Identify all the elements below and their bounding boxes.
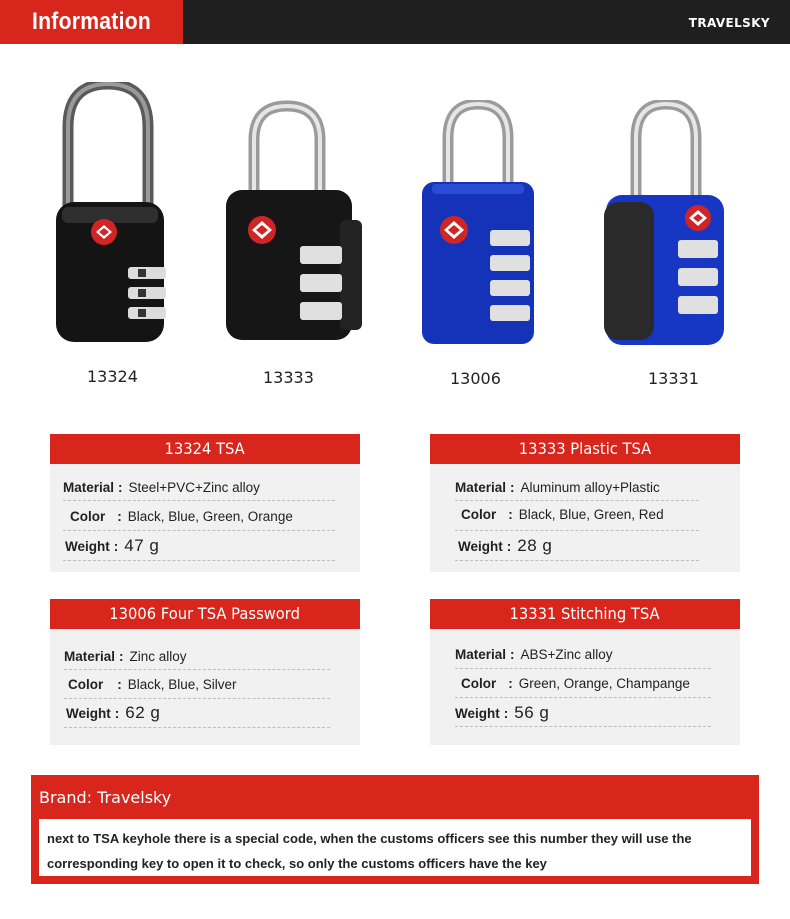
weight-value: 56 g — [514, 703, 550, 722]
card-title: 13006 Four TSA Password — [50, 599, 360, 629]
weight-value: 47 g — [124, 536, 160, 555]
divider — [64, 669, 330, 670]
color-value: Black, Blue, Silver — [127, 677, 237, 692]
card-title: 13333 Plastic TSA — [430, 434, 740, 464]
weight-label: Weight — [65, 539, 110, 554]
page-title: Information — [32, 8, 152, 35]
material-value: ABS+Zinc alloy — [520, 647, 613, 662]
material-row: Material : Steel+PVC+Zinc alloy — [63, 480, 260, 495]
divider — [63, 530, 335, 531]
card-title: 13331 Stitching TSA — [430, 599, 740, 629]
card-title: 13324 TSA — [50, 434, 360, 464]
brand-description-box — [39, 819, 751, 876]
product-image-13006 — [418, 100, 543, 350]
weight-label: Weight — [455, 706, 500, 721]
weight-row: Weight : 28 g — [458, 536, 553, 555]
divider — [455, 726, 711, 727]
divider — [455, 500, 699, 501]
divider — [64, 727, 330, 728]
material-value: Aluminum alloy+Plastic — [520, 480, 660, 495]
color-label: Color — [70, 509, 106, 524]
material-label: Material — [455, 480, 507, 495]
brand-description — [47, 826, 747, 876]
color-value: Black, Blue, Green, Orange — [127, 509, 293, 524]
product-code-13331: 13331 — [648, 369, 699, 388]
product-code-13006: 13006 — [450, 369, 501, 388]
product-code-13324: 13324 — [87, 367, 138, 386]
header-tab — [0, 0, 183, 44]
color-label: Color — [68, 677, 104, 692]
weight-row: Weight : 56 g — [455, 703, 550, 722]
material-value: Steel+PVC+Zinc alloy — [128, 480, 260, 495]
brand-description-line: corresponding key to open it to check, so only the customs officers have the key — [47, 856, 547, 871]
product-image-13331 — [600, 100, 735, 350]
material-label: Material — [64, 649, 116, 664]
product-image-13333 — [222, 100, 367, 350]
spec-card-13006 — [50, 599, 360, 745]
divider — [455, 697, 711, 698]
color-row: Color : Green, Orange, Champange — [461, 676, 690, 691]
spec-card-13331 — [430, 599, 740, 745]
divider — [63, 500, 335, 501]
product-image-13324 — [48, 82, 173, 352]
material-label: Material — [455, 647, 507, 662]
brand-description-line: next to TSA keyhole there is a special code, when the customs officers see this number they will use the — [47, 831, 692, 846]
divider — [455, 530, 699, 531]
material-row: Material : Aluminum alloy+Plastic — [455, 480, 660, 495]
brand-section — [31, 775, 759, 884]
spec-card-13324 — [50, 434, 360, 572]
weight-label: Weight — [66, 706, 111, 721]
color-label: Color — [461, 676, 497, 691]
color-value: Black, Blue, Green, Red — [518, 507, 664, 522]
spec-card-13333 — [430, 434, 740, 572]
weight-label: Weight — [458, 539, 503, 554]
color-label: Color — [461, 507, 497, 522]
color-row: Color : Black, Blue, Green, Red — [461, 507, 664, 522]
divider — [455, 668, 711, 669]
material-label: Material — [63, 480, 115, 495]
product-code-13333: 13333 — [263, 368, 314, 387]
weight-value: 62 g — [125, 703, 161, 722]
brand-logo: TRAVELSKY — [688, 16, 770, 30]
weight-row: Weight : 62 g — [66, 703, 161, 722]
brand-title: Brand: Travelsky — [39, 788, 172, 807]
header-bar — [0, 0, 790, 44]
divider — [455, 560, 699, 561]
divider — [64, 698, 330, 699]
color-row: Color : Black, Blue, Silver — [68, 677, 237, 692]
material-row: Material : ABS+Zinc alloy — [455, 647, 613, 662]
color-row: Color : Black, Blue, Green, Orange — [70, 509, 293, 524]
material-row: Material : Zinc alloy — [64, 649, 187, 664]
divider — [63, 560, 335, 561]
weight-value: 28 g — [517, 536, 553, 555]
weight-row: Weight : 47 g — [65, 536, 160, 555]
material-value: Zinc alloy — [129, 649, 187, 664]
color-value: Green, Orange, Champange — [518, 676, 690, 691]
